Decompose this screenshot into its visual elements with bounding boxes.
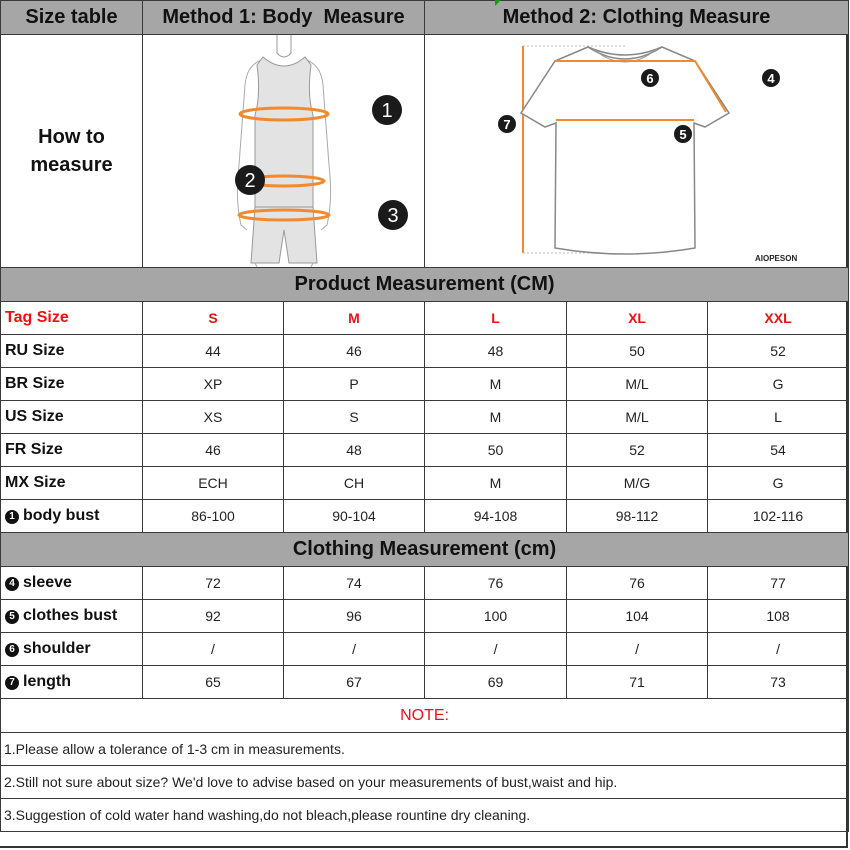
cell: 92 xyxy=(143,600,284,633)
cell: 48 xyxy=(284,434,425,467)
size-m: M xyxy=(284,302,425,335)
cell: 90-104 xyxy=(284,500,425,533)
row-label-text: body bust xyxy=(23,507,100,524)
cell: 52 xyxy=(567,434,708,467)
cell: P xyxy=(284,368,425,401)
table-row xyxy=(1,368,849,401)
svg-text:2: 2 xyxy=(244,170,256,192)
table-row xyxy=(1,434,849,467)
cell: M xyxy=(425,467,567,500)
cell: 102-116 xyxy=(708,500,849,533)
size-s: S xyxy=(143,302,284,335)
svg-text:3: 3 xyxy=(387,205,399,227)
product-measurement-title: Product Measurement (CM) xyxy=(1,268,849,302)
row-label xyxy=(1,666,143,699)
cell: L xyxy=(708,401,849,434)
cell: 46 xyxy=(143,434,284,467)
row-label-text: shoulder xyxy=(23,640,91,657)
header-size-table: Size table xyxy=(1,1,143,35)
cell: 69 xyxy=(425,666,567,699)
row-label xyxy=(1,633,143,666)
cell: 74 xyxy=(284,567,425,600)
cell: 50 xyxy=(567,335,708,368)
cell: G xyxy=(708,368,849,401)
size-xl: XL xyxy=(567,302,708,335)
cell: 73 xyxy=(708,666,849,699)
row-label: MX Size xyxy=(1,467,143,500)
tag-size-row xyxy=(1,302,849,335)
marker-4-icon: 4 xyxy=(5,577,19,591)
row-label: BR Size xyxy=(1,368,143,401)
cell: G xyxy=(708,467,849,500)
body-figure-icon xyxy=(143,35,425,267)
svg-text:5: 5 xyxy=(679,127,687,142)
cell: 77 xyxy=(708,567,849,600)
tshirt-figure-icon xyxy=(425,35,849,267)
cell: 104 xyxy=(567,600,708,633)
row-label: US Size xyxy=(1,401,143,434)
cell: M xyxy=(425,368,567,401)
tag-size-label: Tag Size xyxy=(1,302,143,335)
table-row xyxy=(1,500,849,533)
marker-7-icon: 7 xyxy=(5,676,19,690)
cell: 44 xyxy=(143,335,284,368)
cell: 76 xyxy=(425,567,567,600)
cell: / xyxy=(567,633,708,666)
cell: 48 xyxy=(425,335,567,368)
row-label: FR Size xyxy=(1,434,143,467)
size-xxl: XXL xyxy=(708,302,849,335)
note-item: 3.Suggestion of cold water hand washing,do not bleach,please rountine dry cleaning. xyxy=(1,799,849,832)
cell: 72 xyxy=(143,567,284,600)
row-label-text: sleeve xyxy=(23,574,72,591)
brand-watermark: AIOPESON xyxy=(755,254,798,263)
how-to-line-2: measure xyxy=(30,154,113,176)
marker-6-icon: 6 xyxy=(5,643,19,657)
cell: 46 xyxy=(284,335,425,368)
cell-corner-marker xyxy=(495,0,501,6)
how-to-line-1: How to xyxy=(38,126,105,148)
cell: 76 xyxy=(567,567,708,600)
cell: 54 xyxy=(708,434,849,467)
svg-text:4: 4 xyxy=(767,71,775,86)
size-l: L xyxy=(425,302,567,335)
table-row xyxy=(1,335,849,368)
row-label: RU Size xyxy=(1,335,143,368)
cell: XP xyxy=(143,368,284,401)
how-to-measure-label xyxy=(1,35,143,268)
cell: XS xyxy=(143,401,284,434)
note-title: NOTE: xyxy=(1,699,849,733)
cell: M/L xyxy=(567,401,708,434)
cell: / xyxy=(425,633,567,666)
clothing-measure-illustration xyxy=(425,35,849,268)
cell: ECH xyxy=(143,467,284,500)
cell: M/L xyxy=(567,368,708,401)
header-method-2: Method 2: Clothing Measure xyxy=(425,1,849,35)
marker-5-icon: 5 xyxy=(5,610,19,624)
row-label xyxy=(1,567,143,600)
clothing-measurement-title: Clothing Measurement (cm) xyxy=(1,533,849,567)
cell: / xyxy=(284,633,425,666)
table-row xyxy=(1,401,849,434)
cell: 86-100 xyxy=(143,500,284,533)
cell: 71 xyxy=(567,666,708,699)
row-label xyxy=(1,500,143,533)
note-item: 1.Please allow a tolerance of 1-3 cm in measurements. xyxy=(1,733,849,766)
svg-text:6: 6 xyxy=(646,71,654,86)
cell: CH xyxy=(284,467,425,500)
marker-1-icon: 1 xyxy=(5,510,19,524)
table-row xyxy=(1,633,849,666)
table-row xyxy=(1,600,849,633)
body-measure-illustration xyxy=(143,35,425,268)
cell: 94-108 xyxy=(425,500,567,533)
cell: 67 xyxy=(284,666,425,699)
cell: 65 xyxy=(143,666,284,699)
cell: / xyxy=(708,633,849,666)
cell: 50 xyxy=(425,434,567,467)
cell: M xyxy=(425,401,567,434)
header-method-1: Method 1: Body Measure xyxy=(143,1,425,35)
note-item: 2.Still not sure about size? We'd love to advise based on your measurements of bust,waist and hip. xyxy=(1,766,849,799)
cell: / xyxy=(143,633,284,666)
cell: 100 xyxy=(425,600,567,633)
cell: 52 xyxy=(708,335,849,368)
cell: M/G xyxy=(567,467,708,500)
cell: 98-112 xyxy=(567,500,708,533)
svg-text:1: 1 xyxy=(381,100,393,122)
row-label xyxy=(1,600,143,633)
table-row xyxy=(1,567,849,600)
cell: 108 xyxy=(708,600,849,633)
row-label-text: length xyxy=(23,673,71,690)
table-row xyxy=(1,467,849,500)
table-row xyxy=(1,666,849,699)
row-label-text: clothes bust xyxy=(23,607,118,624)
svg-text:7: 7 xyxy=(503,117,511,132)
cell: S xyxy=(284,401,425,434)
cell: 96 xyxy=(284,600,425,633)
